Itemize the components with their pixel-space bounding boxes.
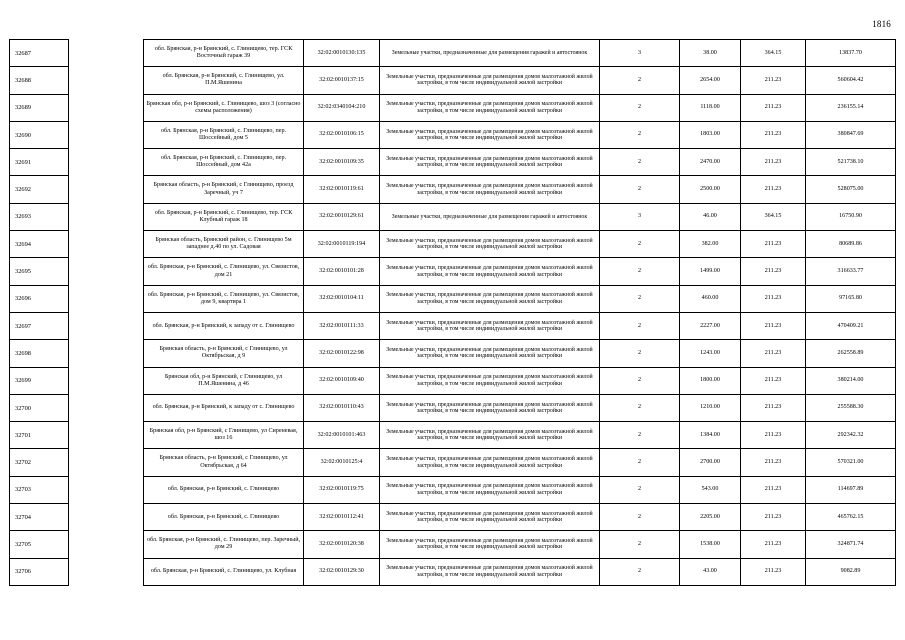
- row-number-cell: 32689: [10, 94, 69, 121]
- address-cell: обл. Брянская, р-н Брянский, с. Глинищево, пер. Шоссейный, дом 5: [144, 121, 304, 148]
- area-cell: 46.00: [680, 203, 741, 230]
- address-cell: обл. Брянская, р-н Брянский, с. Глинищево, ул. П.М.Яшенина: [144, 67, 304, 94]
- land-use-cell: Земельные участки, предназначенные для размещения домов малоэтажной жилой застройки, в том числе индивидуальной жилой застройки: [380, 449, 600, 476]
- specific-value-cell: 364.15: [741, 203, 806, 230]
- cadastral-number-cell: 32:02:0010125:4: [304, 449, 380, 476]
- row-number-row: [10, 422, 69, 449]
- row-number-cell: 32695: [10, 258, 69, 285]
- cadastral-value-cell: 255588.30: [806, 394, 896, 421]
- row-number-cell: 32691: [10, 149, 69, 176]
- cadastral-number-cell: 32:02:0010129:30: [304, 558, 380, 585]
- cadastral-number-cell: 32:02:0010122:98: [304, 340, 380, 367]
- land-use-cell: Земельные участки, предназначенные для размещения домов малоэтажной жилой застройки, в том числе индивидуальной жилой застройки: [380, 476, 600, 503]
- land-use-cell: Земельные участки, предназначенные для размещения домов малоэтажной жилой застройки, в том числе индивидуальной жилой застройки: [380, 367, 600, 394]
- land-use-cell: Земельные участки, предназначенные для размещения домов малоэтажной жилой застройки, в том числе индивидуальной жилой застройки: [380, 504, 600, 531]
- use-group-cell: 2: [600, 94, 680, 121]
- specific-value-cell: 211.23: [741, 531, 806, 558]
- specific-value-cell: 211.23: [741, 258, 806, 285]
- use-group-cell: 2: [600, 285, 680, 312]
- row-number-cell: 32688: [10, 67, 69, 94]
- row-number-row: [10, 203, 69, 230]
- row-number-row: [10, 40, 69, 67]
- cadastral-number-cell: 32:02:0340104:210: [304, 94, 380, 121]
- row-number-row: [10, 258, 69, 285]
- table-row: [144, 449, 896, 476]
- area-cell: 38.00: [680, 40, 741, 67]
- use-group-cell: 2: [600, 231, 680, 258]
- table-row: [144, 476, 896, 503]
- specific-value-cell: 211.23: [741, 176, 806, 203]
- cadastral-value-cell: 262558.89: [806, 340, 896, 367]
- cadastral-value-cell: 236155.14: [806, 94, 896, 121]
- row-number-row: [10, 367, 69, 394]
- cadastral-value-cell: 292342.32: [806, 422, 896, 449]
- address-cell: обл. Брянская, р-н Брянский, с. Глинищево, ул. Клубная: [144, 558, 304, 585]
- land-use-cell: Земельные участки, предназначенные для размещения домов малоэтажной жилой застройки, в том числе индивидуальной жилой застройки: [380, 312, 600, 339]
- row-number-cell: 32698: [10, 340, 69, 367]
- row-number-cell: 32701: [10, 422, 69, 449]
- cadastral-number-cell: 32:02:0010119:194: [304, 231, 380, 258]
- land-use-cell: Земельные участки, предназначенные для размещения домов малоэтажной жилой застройки, в том числе индивидуальной жилой застройки: [380, 394, 600, 421]
- row-number-cell: 32694: [10, 231, 69, 258]
- land-use-cell: Земельные участки, предназначенные для размещения домов малоэтажной жилой застройки, в том числе индивидуальной жилой застройки: [380, 121, 600, 148]
- specific-value-cell: 211.23: [741, 67, 806, 94]
- row-number-row: [10, 449, 69, 476]
- cadastral-number-cell: 32:02:0010119:61: [304, 176, 380, 203]
- row-number-cell: 32699: [10, 367, 69, 394]
- use-group-cell: 3: [600, 40, 680, 67]
- cadastral-value-cell: 97165.80: [806, 285, 896, 312]
- cadastral-number-cell: 32:02:0010101:463: [304, 422, 380, 449]
- address-cell: Брянская область, р-н Брянский, с Глинищево, ул Октябрьская, д 64: [144, 449, 304, 476]
- cadastral-number-cell: 32:02:0010129:61: [304, 203, 380, 230]
- cadastral-value-cell: 380847.69: [806, 121, 896, 148]
- area-cell: 2227.00: [680, 312, 741, 339]
- row-number-cell: 32705: [10, 531, 69, 558]
- table-row: [144, 312, 896, 339]
- specific-value-cell: 211.23: [741, 449, 806, 476]
- cadastral-value-cell: 521738.10: [806, 149, 896, 176]
- row-number-row: [10, 121, 69, 148]
- use-group-cell: 3: [600, 203, 680, 230]
- row-number-row: [10, 312, 69, 339]
- cadastral-number-cell: 32:02:0010119:75: [304, 476, 380, 503]
- cadastral-number-cell: 32:02:0010112:41: [304, 504, 380, 531]
- area-cell: 1499.00: [680, 258, 741, 285]
- area-cell: 2470.00: [680, 149, 741, 176]
- address-cell: обл. Брянская, р-н Брянский, с. Глинищево: [144, 476, 304, 503]
- row-number-cell: 32704: [10, 504, 69, 531]
- area-cell: 382.00: [680, 231, 741, 258]
- cadastral-number-cell: 32:02:0010120:38: [304, 531, 380, 558]
- land-use-cell: Земельные участки, предназначенные для размещения домов малоэтажной жилой застройки, в том числе индивидуальной жилой застройки: [380, 558, 600, 585]
- land-use-cell: Земельные участки, предназначенные для размещения домов малоэтажной жилой застройки, в том числе индивидуальной жилой застройки: [380, 422, 600, 449]
- row-number-cell: 32702: [10, 449, 69, 476]
- specific-value-cell: 211.23: [741, 312, 806, 339]
- land-use-cell: Земельные участки, предназначенные для размещения домов малоэтажной жилой застройки, в том числе индивидуальной жилой застройки: [380, 176, 600, 203]
- row-number-row: [10, 476, 69, 503]
- cadastral-value-cell: 9082.89: [806, 558, 896, 585]
- specific-value-cell: 211.23: [741, 231, 806, 258]
- cadastral-number-cell: 32:02:0010110:43: [304, 394, 380, 421]
- row-number-row: [10, 394, 69, 421]
- cadastral-number-cell: 32:02:0010130:135: [304, 40, 380, 67]
- area-cell: 2654.00: [680, 67, 741, 94]
- address-cell: обл. Брянская, р-н Брянский, с. Глинищево, пер. Шоссейный, дом 42а: [144, 149, 304, 176]
- row-number-cell: 32700: [10, 394, 69, 421]
- address-cell: обл. Брянская, р-н Брянский, к западу от с. Глинищево: [144, 394, 304, 421]
- table-row: [144, 422, 896, 449]
- address-cell: обл. Брянская, р-н Брянский, с. Глинищево, тер. ГСК Восточный гараж 39: [144, 40, 304, 67]
- address-cell: обл. Брянская, р-н Брянский, с. Глинищево, пер. Заречный, дом 29: [144, 531, 304, 558]
- cadastral-number-cell: 32:02:0010101:28: [304, 258, 380, 285]
- address-cell: Брянская область, р-н Брянский, с Глинищево, ул Октябрьская, д 9: [144, 340, 304, 367]
- table-row: [144, 394, 896, 421]
- area-cell: 543.00: [680, 476, 741, 503]
- specific-value-cell: 211.23: [741, 476, 806, 503]
- records-table: [143, 39, 896, 586]
- row-number-cell: 32690: [10, 121, 69, 148]
- land-use-cell: Земельные участки, предназначенные для размещения гаражей и автостоянок: [380, 203, 600, 230]
- use-group-cell: 2: [600, 558, 680, 585]
- address-cell: Брянская обл, р-н Брянский, с. Глинищево, шоз 3 (согласно схемы расположения): [144, 94, 304, 121]
- area-cell: 2700.00: [680, 449, 741, 476]
- address-cell: обл. Брянская, р-н Брянский, с. Глинищево, ул. Связистов, дом 21: [144, 258, 304, 285]
- table-row: [144, 367, 896, 394]
- cadastral-value-cell: 380214.00: [806, 367, 896, 394]
- area-cell: 1384.00: [680, 422, 741, 449]
- use-group-cell: 2: [600, 258, 680, 285]
- use-group-cell: 2: [600, 422, 680, 449]
- land-use-cell: Земельные участки, предназначенные для размещения домов малоэтажной жилой застройки, в том числе индивидуальной жилой застройки: [380, 149, 600, 176]
- page-number: 1816: [872, 19, 891, 29]
- specific-value-cell: 211.23: [741, 558, 806, 585]
- specific-value-cell: 211.23: [741, 367, 806, 394]
- table-row: [144, 558, 896, 585]
- cadastral-value-cell: 528075.00: [806, 176, 896, 203]
- area-cell: 43.00: [680, 558, 741, 585]
- row-number-row: [10, 558, 69, 585]
- area-cell: 2205.00: [680, 504, 741, 531]
- cadastral-value-cell: 570321.00: [806, 449, 896, 476]
- table-row: [144, 203, 896, 230]
- use-group-cell: 2: [600, 312, 680, 339]
- cadastral-value-cell: 324871.74: [806, 531, 896, 558]
- use-group-cell: 2: [600, 149, 680, 176]
- address-cell: обл. Брянская, р-н Брянский, с. Глинищево, ул. Связистов, дом 9, квартира 1: [144, 285, 304, 312]
- specific-value-cell: 211.23: [741, 94, 806, 121]
- specific-value-cell: 211.23: [741, 504, 806, 531]
- land-use-cell: Земельные участки, предназначенные для размещения домов малоэтажной жилой застройки, в том числе индивидуальной жилой застройки: [380, 340, 600, 367]
- table-row: [144, 340, 896, 367]
- specific-value-cell: 211.23: [741, 394, 806, 421]
- row-number-cell: 32692: [10, 176, 69, 203]
- table-row: [144, 94, 896, 121]
- row-number-cell: 32697: [10, 312, 69, 339]
- row-number-row: [10, 176, 69, 203]
- cadastral-number-cell: 32:02:0010137:15: [304, 67, 380, 94]
- use-group-cell: 2: [600, 449, 680, 476]
- land-use-cell: Земельные участки, предназначенные для размещения домов малоэтажной жилой застройки, в том числе индивидуальной жилой застройки: [380, 94, 600, 121]
- table-row: [144, 258, 896, 285]
- address-cell: Брянская область, р-н Брянский, с Глинищево, проезд Заречный, уч 7: [144, 176, 304, 203]
- land-use-cell: Земельные участки, предназначенные для размещения домов малоэтажной жилой застройки, в том числе индивидуальной жилой застройки: [380, 285, 600, 312]
- cadastral-number-cell: 32:02:0010111:33: [304, 312, 380, 339]
- cadastral-value-cell: 16750.90: [806, 203, 896, 230]
- use-group-cell: 2: [600, 531, 680, 558]
- specific-value-cell: 364.15: [741, 40, 806, 67]
- area-cell: 460.00: [680, 285, 741, 312]
- table-row: [144, 121, 896, 148]
- cadastral-value-cell: 316633.77: [806, 258, 896, 285]
- area-cell: 1243.00: [680, 340, 741, 367]
- cadastral-value-cell: 13837.70: [806, 40, 896, 67]
- area-cell: 2500.00: [680, 176, 741, 203]
- use-group-cell: 2: [600, 367, 680, 394]
- cadastral-value-cell: 114697.89: [806, 476, 896, 503]
- cadastral-number-cell: 32:02:0010106:15: [304, 121, 380, 148]
- row-number-cell: 32696: [10, 285, 69, 312]
- cadastral-number-cell: 32:02:0010109:35: [304, 149, 380, 176]
- cadastral-number-cell: 32:02:0010109:40: [304, 367, 380, 394]
- row-number-row: [10, 67, 69, 94]
- table-row: [144, 176, 896, 203]
- use-group-cell: 2: [600, 176, 680, 203]
- land-use-cell: Земельные участки, предназначенные для размещения домов малоэтажной жилой застройки, в том числе индивидуальной жилой застройки: [380, 531, 600, 558]
- row-number-row: [10, 94, 69, 121]
- use-group-cell: 2: [600, 394, 680, 421]
- address-cell: обл. Брянская, р-н Брянский, к западу от с. Глинищево: [144, 312, 304, 339]
- cadastral-value-cell: 465762.15: [806, 504, 896, 531]
- address-cell: Брянская обл, р-н Брянский, с Глинищево, ул П.М.Яшенина, д 46: [144, 367, 304, 394]
- table-row: [144, 531, 896, 558]
- use-group-cell: 2: [600, 67, 680, 94]
- specific-value-cell: 211.23: [741, 149, 806, 176]
- row-number-cell: 32693: [10, 203, 69, 230]
- cadastral-value-cell: 470409.21: [806, 312, 896, 339]
- specific-value-cell: 211.23: [741, 121, 806, 148]
- row-number-column: [9, 39, 69, 586]
- land-use-cell: Земельные участки, предназначенные для размещения гаражей и автостоянок: [380, 40, 600, 67]
- row-number-row: [10, 340, 69, 367]
- table-row: [144, 285, 896, 312]
- area-cell: 1118.00: [680, 94, 741, 121]
- area-cell: 1800.00: [680, 367, 741, 394]
- row-number-row: [10, 531, 69, 558]
- address-cell: Брянская обл, р-н Брянский, с Глинищево, ул Сиреневая, шоз 16: [144, 422, 304, 449]
- specific-value-cell: 211.23: [741, 422, 806, 449]
- cadastral-value-cell: 560604.42: [806, 67, 896, 94]
- use-group-cell: 2: [600, 340, 680, 367]
- row-number-cell: 32706: [10, 558, 69, 585]
- area-cell: 1803.00: [680, 121, 741, 148]
- area-cell: 1210.00: [680, 394, 741, 421]
- use-group-cell: 2: [600, 121, 680, 148]
- cadastral-number-cell: 32:02:0010104:11: [304, 285, 380, 312]
- land-use-cell: Земельные участки, предназначенные для размещения домов малоэтажной жилой застройки, в том числе индивидуальной жилой застройки: [380, 231, 600, 258]
- row-number-row: [10, 285, 69, 312]
- table-row: [144, 504, 896, 531]
- table-row: [144, 149, 896, 176]
- use-group-cell: 2: [600, 476, 680, 503]
- cadastral-value-cell: 80689.86: [806, 231, 896, 258]
- address-cell: обл. Брянская, р-н Брянский, с. Глинищево: [144, 504, 304, 531]
- row-number-cell: 32703: [10, 476, 69, 503]
- table-row: [144, 231, 896, 258]
- specific-value-cell: 211.23: [741, 340, 806, 367]
- table-row: [144, 40, 896, 67]
- land-use-cell: Земельные участки, предназначенные для размещения домов малоэтажной жилой застройки, в том числе индивидуальной жилой застройки: [380, 67, 600, 94]
- land-use-cell: Земельные участки, предназначенные для размещения домов малоэтажной жилой застройки, в том числе индивидуальной жилой застройки: [380, 258, 600, 285]
- address-cell: обл. Брянская, р-н Брянский, с. Глинищево, тер. ГСК Клубный гараж 18: [144, 203, 304, 230]
- row-number-row: [10, 231, 69, 258]
- area-cell: 1538.00: [680, 531, 741, 558]
- specific-value-cell: 211.23: [741, 285, 806, 312]
- row-number-row: [10, 504, 69, 531]
- use-group-cell: 2: [600, 504, 680, 531]
- row-number-row: [10, 149, 69, 176]
- row-number-cell: 32687: [10, 40, 69, 67]
- address-cell: Брянская область, Брянский район, с. Глинищево 5м западнее д.40 по ул. Садовая: [144, 231, 304, 258]
- table-row: [144, 67, 896, 94]
